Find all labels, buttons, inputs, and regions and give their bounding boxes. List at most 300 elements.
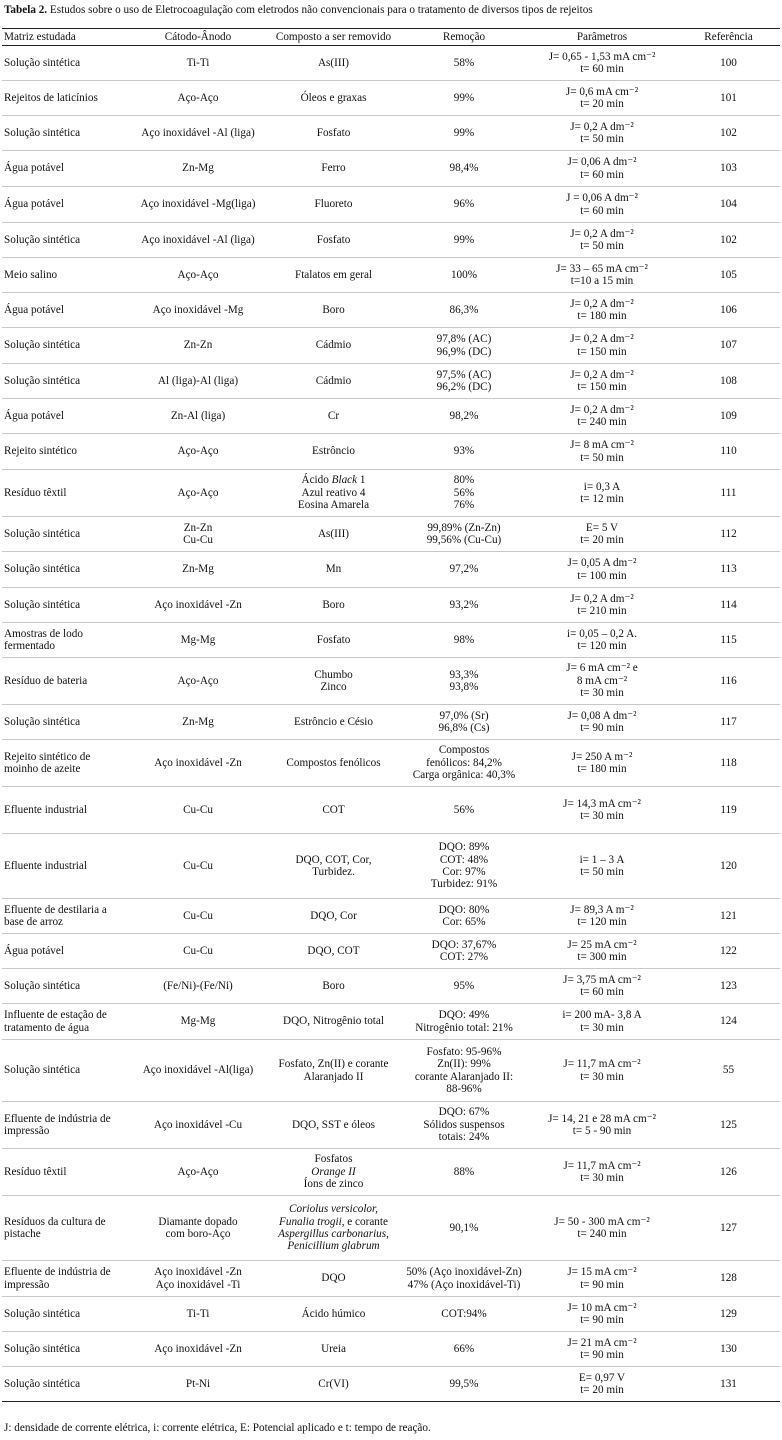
cell-line: t= 20 min (580, 534, 624, 546)
cell-line: impressão (4, 1278, 50, 1291)
cell-line: t= 180 min (577, 763, 627, 775)
cell-line: DQO (321, 1272, 346, 1285)
cell-line: Boro (322, 979, 345, 992)
cell-line: J= 0,2 A dm⁻² (570, 120, 634, 133)
cell-line: Coriolus versicolor, (289, 1203, 378, 1216)
cell-eletrodos (130, 151, 266, 187)
cell-parametros (527, 1196, 677, 1261)
cell-parametros (527, 787, 677, 834)
cell-line: 90,1% (449, 1221, 479, 1234)
cell-eletrodos (130, 116, 266, 151)
cell-line: Solução sintética (4, 563, 81, 576)
cell-line: J= 3,75 mA cm⁻² (563, 973, 641, 986)
cell-remocao (401, 740, 527, 787)
table-row (2, 1004, 780, 1040)
cell-line: Mg-Mg (180, 1015, 216, 1028)
cell-line: t= 300 min (577, 951, 627, 963)
cell-matriz (2, 552, 130, 588)
cell-referencia: 124 (677, 1004, 780, 1040)
cell-line: Fluoreto (314, 198, 353, 211)
cell-line: i= 0,05 – 0,2 A. (566, 627, 638, 640)
cell-remocao (401, 899, 527, 934)
cell-line: DQO: 80% (438, 903, 490, 916)
cell-line: Água potável (4, 162, 64, 175)
cell-line: Aço inoxidável -Zn (154, 598, 242, 611)
cell-referencia: 102 (677, 116, 780, 151)
cell-line: As(III) (317, 527, 350, 540)
cell-line: t= 90 min (580, 1278, 624, 1291)
cell-referencia: 115 (677, 623, 780, 658)
cell-eletrodos (130, 552, 266, 588)
cell-matriz (2, 1102, 130, 1149)
cell-line: Fosfato: 95-96% (426, 1045, 502, 1058)
cell-remocao (401, 1149, 527, 1196)
cell-line: 99,56% (Cu-Cu) (426, 534, 502, 546)
cell-line: base de arroz (4, 916, 64, 928)
cell-line: t= 180 min (577, 310, 627, 322)
table-row (2, 899, 780, 934)
cell-line: DQO, COT, Cor, (295, 853, 372, 866)
cell-line: t= 60 min (580, 986, 624, 998)
cell-line: DQO, SST e óleos (291, 1118, 376, 1131)
table-row (2, 934, 780, 969)
cell-composto (266, 1102, 401, 1149)
cell-line: t= 50 min (580, 451, 624, 464)
cell-line: 99% (453, 91, 475, 104)
cell-line: Ftalatos em geral (294, 268, 373, 281)
cell-line: Aço inoxidável -Cu (153, 1118, 243, 1131)
table-row (2, 1261, 780, 1297)
cell-parametros (527, 399, 677, 434)
cell-parametros (527, 223, 677, 258)
cell-remocao (401, 399, 527, 434)
cell-eletrodos (130, 1261, 266, 1297)
cell-line: Rejeito sintético de (4, 750, 91, 763)
cell-parametros (527, 517, 677, 552)
cell-line: Carga orgânica: 40,3% (412, 769, 516, 782)
table-row (2, 588, 780, 623)
cell-parametros (527, 258, 677, 293)
cell-eletrodos (130, 328, 266, 364)
cell-matriz (2, 934, 130, 969)
cell-line: Resíduo de bateria (4, 674, 88, 687)
cell-line: Cor: 65% (442, 916, 486, 928)
table-row (2, 1102, 780, 1149)
cell-eletrodos (130, 705, 266, 740)
cell-matriz (2, 517, 130, 552)
cell-line: Alaranjado II (303, 1070, 364, 1083)
cell-line: Fosfato, Zn(II) e corante (278, 1058, 389, 1071)
cell-line: tratamento de água (4, 1021, 90, 1034)
cell-eletrodos (130, 899, 266, 934)
cell-line: 97,5% (AC) (436, 368, 492, 381)
cell-remocao (401, 934, 527, 969)
cell-remocao (401, 969, 527, 1004)
cell-line: pistache (4, 1228, 41, 1240)
cell-line: J= 0,2 A dm⁻² (570, 333, 634, 346)
cell-line: 86,3% (449, 303, 479, 316)
col-header-composto: Composto a ser removido (266, 29, 401, 46)
cell-line: J= 0,6 mA cm⁻² (565, 85, 639, 98)
cell-referencia: 113 (677, 552, 780, 588)
table-row (2, 223, 780, 258)
cell-matriz (2, 223, 130, 258)
cell-line: COT:94% (441, 1307, 487, 1320)
cell-parametros (527, 1332, 677, 1367)
cell-line: J= 33 – 65 mA cm⁻² (556, 262, 648, 275)
cell-line: Ácido húmico (301, 1307, 366, 1320)
cell-line: J= 11,7 mA cm⁻² (563, 1058, 641, 1071)
cell-eletrodos (130, 364, 266, 399)
cell-line: impressão (4, 1125, 50, 1137)
cell-line: Cu-Cu (183, 909, 213, 922)
table-row (2, 1297, 780, 1332)
cell-line: 58% (453, 56, 475, 69)
cell-parametros (527, 658, 677, 705)
cell-line: t= 30 min (580, 1021, 624, 1034)
cell-remocao (401, 1040, 527, 1102)
cell-composto (266, 1332, 401, 1367)
table-title: Estudos sobre o uso de Eletrocoagulação com eletrodos não convencionais para o tratamento de diversos tipos de rejeitos (47, 4, 593, 16)
cell-line: J= 50 - 300 mA cm⁻² (554, 1215, 650, 1228)
cell-remocao (401, 1332, 527, 1367)
cell-parametros (527, 81, 677, 116)
cell-line: t= 20 min (580, 98, 624, 110)
table-row (2, 517, 780, 552)
cell-referencia: 118 (677, 740, 780, 787)
cell-line: Efluente industrial (4, 859, 87, 872)
cell-line: Zn-Zn (183, 521, 213, 534)
cell-line: Aço-Aço (177, 91, 219, 104)
cell-line: 50% (Aço inoxidável-Zn) (406, 1266, 522, 1279)
cell-line: Resíduo têxtil (4, 486, 67, 499)
cell-line: 99,89% (Zn-Zn) (427, 521, 501, 534)
cell-line: Meio salino (4, 268, 58, 281)
cell-line: Solução sintética (4, 527, 81, 540)
cell-remocao (401, 434, 527, 470)
cell-line: J= 89,3 A m⁻² (570, 903, 634, 916)
cell-parametros (527, 187, 677, 223)
cell-line: E= 5 V (585, 521, 619, 534)
cell-line: t= 150 min (577, 345, 627, 358)
cell-matriz (2, 1004, 130, 1040)
cell-composto (266, 787, 401, 834)
cell-line: Aço inoxidável -Al (liga) (141, 126, 255, 139)
cell-line: 97,2% (449, 563, 479, 576)
cell-line: 66% (453, 1342, 475, 1355)
cell-line: 88-96% (446, 1082, 482, 1095)
cell-line: DQO, Nitrogênio total (283, 1015, 384, 1028)
cell-line: Fosfatos (314, 1153, 353, 1166)
cell-referencia: 104 (677, 187, 780, 223)
cell-composto (266, 1261, 401, 1297)
cell-eletrodos (130, 1196, 266, 1261)
cell-parametros (527, 1004, 677, 1040)
cell-parametros (527, 969, 677, 1004)
cell-referencia: 123 (677, 969, 780, 1004)
cell-line: Aço-Aço (177, 445, 219, 458)
cell-line: Solução sintética (4, 979, 81, 992)
cell-referencia: 106 (677, 293, 780, 328)
cell-line: J= 14,3 mA cm⁻² (563, 797, 641, 810)
cell-referencia: 102 (677, 223, 780, 258)
cell-parametros (527, 328, 677, 364)
cell-line: Fosfato (316, 233, 351, 246)
cell-line: Compostos (438, 744, 490, 757)
cell-line: Solução sintética (4, 715, 81, 728)
cell-composto (266, 151, 401, 187)
cell-parametros (527, 293, 677, 328)
cell-parametros (527, 46, 677, 81)
cell-composto (266, 1149, 401, 1196)
cell-eletrodos (130, 1332, 266, 1367)
cell-remocao (401, 834, 527, 899)
cell-referencia: 129 (677, 1297, 780, 1332)
cell-composto (266, 1196, 401, 1261)
cell-matriz (2, 1149, 130, 1196)
cell-line: Solução sintética (4, 598, 81, 611)
cell-line: Influente de estação de (4, 1009, 107, 1022)
cell-matriz (2, 1040, 130, 1102)
cell-line: t= 240 min (577, 1228, 627, 1240)
cell-matriz (2, 740, 130, 787)
cell-line: Solução sintética (4, 1377, 81, 1390)
cell-line: 8 mA cm⁻² (576, 674, 628, 687)
cell-line: Aço inoxidável -Mg (152, 303, 244, 316)
cell-line: Cu-Cu (183, 859, 213, 872)
col-header-remocao: Remoção (401, 29, 527, 46)
cell-remocao (401, 293, 527, 328)
cell-remocao (401, 705, 527, 740)
cell-remocao (401, 187, 527, 223)
cell-eletrodos (130, 258, 266, 293)
table-row (2, 258, 780, 293)
cell-referencia: 55 (677, 1040, 780, 1102)
cell-line: Aço inoxidável -Zn (154, 756, 242, 769)
cell-referencia: 101 (677, 81, 780, 116)
cell-line: Al (liga)-Al (liga) (157, 374, 239, 387)
cell-remocao (401, 1261, 527, 1297)
cell-line: com boro-Aço (165, 1228, 231, 1240)
cell-composto (266, 740, 401, 787)
cell-matriz (2, 46, 130, 81)
cell-referencia: 131 (677, 1367, 780, 1402)
cell-line: Chumbo (314, 668, 353, 681)
cell-line: Penicillium glabrum (287, 1240, 380, 1253)
cell-line: t= 120 min (577, 916, 627, 928)
cell-parametros (527, 1367, 677, 1402)
cell-parametros (527, 116, 677, 151)
cell-line: t= 60 min (580, 63, 624, 75)
cell-line: t= 50 min (580, 240, 624, 252)
cell-line: 96,2% (DC) (436, 381, 492, 393)
cell-line: Diamante dopado (158, 1215, 238, 1228)
cell-line: Resíduos da cultura de (4, 1215, 106, 1228)
cell-line: t= 50 min (580, 866, 624, 878)
cell-parametros (527, 1040, 677, 1102)
cell-remocao (401, 116, 527, 151)
cell-line: Amostras de lodo (4, 627, 83, 640)
cell-line: J= 0,08 A dm⁻² (567, 709, 637, 722)
cell-composto (266, 470, 401, 517)
cell-line: t=10 a 15 min (570, 275, 634, 287)
cell-eletrodos (130, 934, 266, 969)
cell-line: Boro (322, 598, 345, 611)
cell-eletrodos (130, 588, 266, 623)
cell-matriz (2, 434, 130, 470)
cell-composto (266, 46, 401, 81)
cell-line: Solução sintética (4, 1307, 81, 1320)
cell-line: 96,8% (Cs) (438, 722, 490, 734)
cell-remocao (401, 1367, 527, 1402)
cell-line: t= 30 min (580, 1070, 624, 1083)
cell-line: Aço-Aço (177, 486, 219, 499)
table-row (2, 552, 780, 588)
data-table (2, 28, 780, 1402)
table-row (2, 1332, 780, 1367)
cell-line: 96% (453, 198, 475, 211)
cell-composto (266, 1040, 401, 1102)
cell-line: 99,5% (449, 1377, 479, 1390)
cell-line: Mn (325, 563, 342, 576)
cell-matriz (2, 151, 130, 187)
cell-eletrodos (130, 434, 266, 470)
cell-composto (266, 899, 401, 934)
cell-line: Fosfato (316, 126, 351, 139)
cell-line: Mg-Mg (180, 633, 216, 646)
cell-line: Solução sintética (4, 56, 81, 69)
cell-matriz (2, 328, 130, 364)
cell-matriz (2, 969, 130, 1004)
cell-line: Solução sintética (4, 1064, 81, 1077)
cell-remocao (401, 552, 527, 588)
cell-line: t= 90 min (580, 1349, 624, 1361)
cell-line: t= 5 - 90 min (572, 1125, 632, 1137)
cell-remocao (401, 623, 527, 658)
cell-referencia: 107 (677, 328, 780, 364)
col-header-parametros: Parâmetros (527, 29, 677, 46)
cell-referencia: 119 (677, 787, 780, 834)
cell-eletrodos (130, 969, 266, 1004)
cell-remocao (401, 470, 527, 517)
cell-remocao (401, 1102, 527, 1149)
cell-composto (266, 934, 401, 969)
cell-line: Solução sintética (4, 374, 81, 387)
cell-parametros (527, 623, 677, 658)
cell-line: t= 60 min (580, 168, 624, 181)
cell-line: 76% (453, 499, 475, 512)
cell-eletrodos (130, 81, 266, 116)
cell-line: i= 0,3 A (583, 480, 621, 493)
cell-line: Água potável (4, 198, 64, 211)
cell-remocao (401, 1297, 527, 1332)
cell-line: E= 0,97 V (578, 1371, 626, 1384)
cell-line: Orange II (311, 1165, 356, 1178)
cell-remocao (401, 223, 527, 258)
cell-line: Compostos fenólicos (286, 756, 381, 769)
cell-composto (266, 623, 401, 658)
cell-line: J= 0,2 A dm⁻² (570, 297, 634, 310)
cell-line: i= 1 – 3 A (579, 853, 625, 866)
cell-line: J= 0,2 A dm⁻² (570, 403, 634, 416)
cell-eletrodos (130, 1040, 266, 1102)
cell-line: Resíduo têxtil (4, 1165, 67, 1178)
cell-composto (266, 517, 401, 552)
cell-line: Estrôncio e Césio (294, 715, 373, 728)
cell-composto (266, 81, 401, 116)
cell-remocao (401, 81, 527, 116)
cell-referencia: 120 (677, 834, 780, 899)
cell-line: DQO: 49% (438, 1009, 490, 1022)
cell-line: 47% (Aço inoxidável-Ti) (407, 1278, 521, 1291)
cell-line: J= 10 mA cm⁻² (567, 1301, 637, 1314)
cell-line: Óleos e graxas (300, 91, 367, 104)
cell-line: moinho de azeite (4, 763, 81, 775)
cell-referencia: 111 (677, 470, 780, 517)
cell-line: fermentado (4, 640, 55, 652)
cell-matriz (2, 658, 130, 705)
cell-referencia: 110 (677, 434, 780, 470)
cell-remocao (401, 258, 527, 293)
cell-matriz (2, 470, 130, 517)
table-row (2, 969, 780, 1004)
cell-line: Zn-Al (liga) (170, 409, 226, 422)
cell-line: 96,9% (DC) (436, 345, 492, 358)
cell-line: t= 100 min (577, 569, 627, 582)
cell-line: Ti-Ti (186, 1307, 210, 1320)
cell-line: J= 0,06 A dm⁻² (567, 156, 637, 169)
cell-eletrodos (130, 399, 266, 434)
table-row (2, 81, 780, 116)
cell-line: Aço-Aço (177, 1165, 219, 1178)
col-header-eletrodos: Cátodo-Ânodo (130, 29, 266, 46)
cell-line: Aspergillus carbonarius, (278, 1228, 389, 1240)
cell-remocao (401, 787, 527, 834)
cell-line: t= 20 min (580, 1384, 624, 1396)
cell-line: 93,3% (449, 668, 479, 681)
cell-parametros (527, 899, 677, 934)
cell-referencia: 116 (677, 658, 780, 705)
cell-matriz (2, 81, 130, 116)
cell-eletrodos (130, 658, 266, 705)
cell-line: Cr(VI) (318, 1377, 349, 1390)
cell-line: 93,2% (449, 598, 479, 611)
cell-eletrodos (130, 740, 266, 787)
cell-line: Boro (322, 303, 345, 316)
table-row (2, 705, 780, 740)
cell-line: Cor: 97% (442, 866, 486, 878)
table-row (2, 1149, 780, 1196)
cell-line: Estrôncio (312, 445, 355, 458)
cell-parametros (527, 1149, 677, 1196)
cell-composto (266, 1004, 401, 1040)
cell-matriz (2, 787, 130, 834)
cell-line: t= 240 min (577, 416, 627, 428)
cell-composto (266, 258, 401, 293)
cell-line: Zn-Mg (182, 563, 214, 576)
table-row (2, 116, 780, 151)
cell-referencia: 117 (677, 705, 780, 740)
cell-line: DQO: 89% (438, 841, 490, 854)
cell-line: Ti-Ti (186, 56, 210, 69)
cell-remocao (401, 1196, 527, 1261)
cell-line: Água potável (4, 303, 64, 316)
cell-line: t= 12 min (580, 493, 624, 505)
cell-line: J= 250 A m⁻² (571, 750, 633, 763)
cell-remocao (401, 588, 527, 623)
cell-line: 98% (453, 633, 475, 646)
cell-line: Água potável (4, 409, 64, 422)
